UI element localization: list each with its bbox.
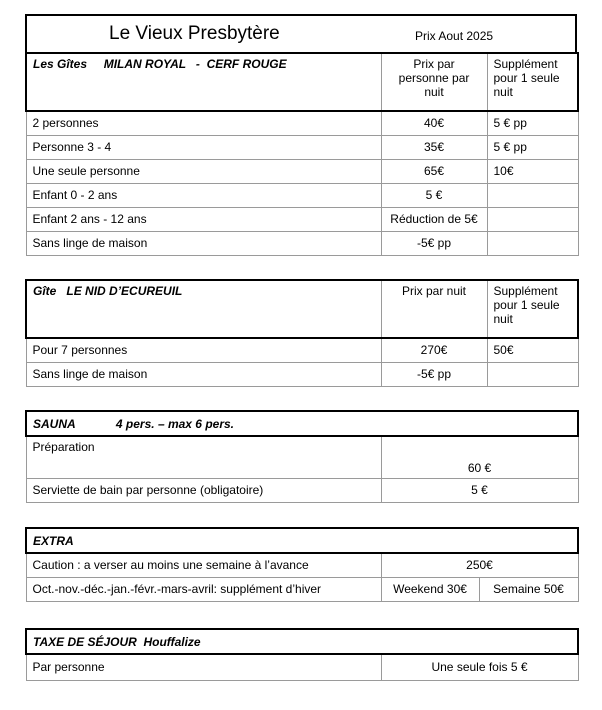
row-label: Personne 3 - 4: [26, 135, 381, 159]
gites-section: [25, 52, 577, 256]
taxe-table: [25, 628, 579, 681]
caution-value: 250€: [381, 553, 578, 577]
table-row: [26, 338, 578, 362]
table-row: [26, 654, 578, 680]
page-title: Le Vieux Presbytère: [109, 23, 280, 44]
extra-header-row: [26, 528, 578, 553]
nid-label: Gîte: [33, 284, 57, 298]
gites-col-price: Prix par personne par nuit: [381, 53, 487, 111]
taxe-place: Houffalize: [143, 634, 201, 649]
row-label: Sans linge de maison: [26, 362, 381, 386]
table-row: [26, 207, 578, 231]
gites-col-supp: Supplément pour 1 seule nuit: [487, 53, 578, 111]
row-label: 2 personnes: [26, 111, 381, 135]
page-subtitle: Prix Aout 2025: [415, 29, 494, 43]
nid-header-row: [26, 280, 578, 338]
row-supp: 10€: [487, 159, 578, 183]
gites-header-row: [26, 53, 578, 111]
table-row: [26, 577, 578, 601]
gites-title: [26, 53, 381, 111]
sauna-label: SAUNA: [33, 416, 76, 431]
row-price: 65€: [381, 159, 487, 183]
table-row: [26, 135, 578, 159]
row-supp: 5 € pp: [487, 111, 578, 135]
taxe-row-label: Par personne: [26, 654, 381, 680]
row-label: Enfant 0 - 2 ans: [26, 183, 381, 207]
sauna-title: [26, 411, 578, 436]
sauna-header-row: [26, 411, 578, 436]
nid-section: [25, 279, 577, 387]
table-row: [26, 183, 578, 207]
taxe-title: [26, 629, 578, 654]
gites-names: MILAN ROYAL - CERF ROUGE: [103, 57, 287, 71]
nid-table: [25, 279, 579, 387]
row-price: 270€: [381, 338, 487, 362]
row-label: Pour 7 personnes: [26, 338, 381, 362]
row-label: Serviette de bain par personne (obligatoire): [26, 478, 381, 502]
row-price: 40€: [381, 111, 487, 135]
nid-col-price: Prix par nuit: [381, 280, 487, 338]
sauna-table: [25, 410, 579, 503]
taxe-header-row: [26, 629, 578, 654]
sauna-section: [25, 410, 577, 503]
title-box: [25, 14, 577, 54]
winter-weekend: Weekend 30€: [381, 577, 479, 601]
sauna-capacity: 4 pers. – max 6 pers.: [115, 416, 234, 431]
gites-table: [25, 52, 579, 256]
row-supp: 50€: [487, 338, 578, 362]
row-label: Préparation: [26, 436, 381, 478]
row-supp: [487, 231, 578, 255]
caution-label: Caution : a verser au moins une semaine à l’avance: [26, 553, 381, 577]
row-supp: [487, 183, 578, 207]
row-price: 5 €: [381, 478, 578, 502]
row-label: Enfant 2 ans - 12 ans: [26, 207, 381, 231]
row-price: 60 €: [381, 436, 578, 478]
table-row: [26, 436, 578, 478]
nid-name: LE NID D’ECUREUIL: [66, 284, 183, 298]
row-price: 35€: [381, 135, 487, 159]
table-row: [26, 231, 578, 255]
row-price: 5 €: [381, 183, 487, 207]
taxe-label: TAXE DE SÉJOUR: [33, 634, 137, 649]
extra-section: [25, 527, 577, 602]
extra-title: EXTRA: [26, 528, 578, 553]
table-row: [26, 478, 578, 502]
row-label: Sans linge de maison: [26, 231, 381, 255]
row-price: Réduction de 5€: [381, 207, 487, 231]
winter-label: Oct.-nov.-déc.-jan.-févr.-mars-avril: supplément d’hiver: [26, 577, 381, 601]
table-row: [26, 111, 578, 135]
nid-col-supp: Supplément pour 1 seule nuit: [487, 280, 578, 338]
row-label: Une seule personne: [26, 159, 381, 183]
row-price: -5€ pp: [381, 231, 487, 255]
taxe-row-value: Une seule fois 5 €: [381, 654, 578, 680]
winter-week: Semaine 50€: [479, 577, 578, 601]
table-row: [26, 553, 578, 577]
row-price: -5€ pp: [381, 362, 487, 386]
extra-table: [25, 527, 579, 602]
table-row: [26, 362, 578, 386]
table-row: [26, 159, 578, 183]
taxe-section: [25, 628, 577, 681]
row-supp: [487, 207, 578, 231]
gites-label: Les Gîtes: [33, 57, 88, 71]
row-supp: 5 € pp: [487, 135, 578, 159]
nid-title: [26, 280, 381, 338]
row-supp: [487, 362, 578, 386]
